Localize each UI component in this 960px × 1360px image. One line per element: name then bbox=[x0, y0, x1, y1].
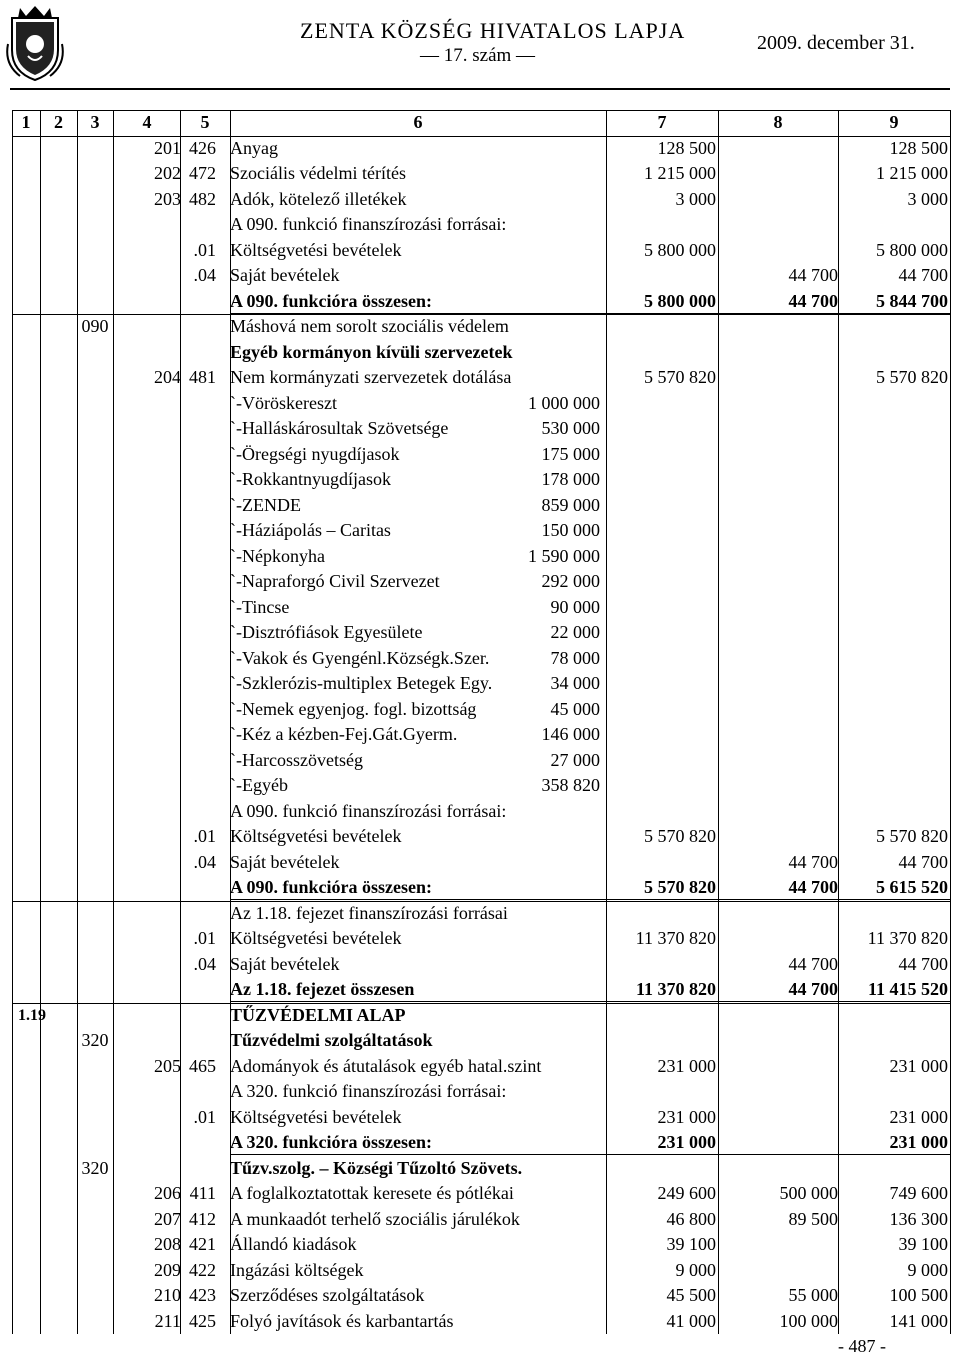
grid-line bbox=[12, 1003, 950, 1004]
table-row bbox=[12, 187, 950, 213]
header-rule bbox=[10, 88, 950, 90]
cell-amt: 530 000 bbox=[541, 418, 600, 438]
budget-table bbox=[12, 110, 950, 1334]
cell-c6: `-Kéz a kézben-Fej.Gát.Gyerm. bbox=[230, 724, 458, 744]
grid-line bbox=[12, 110, 950, 111]
table-row bbox=[12, 289, 950, 315]
cell-c6: `-Rokkantnyugdíjasok bbox=[230, 469, 391, 489]
cell-c8: 44 700 bbox=[788, 877, 838, 897]
table-row bbox=[12, 1028, 950, 1054]
cell-amt: 90 000 bbox=[550, 596, 600, 617]
cell-c3: 320 bbox=[81, 1157, 109, 1178]
cell-c4: 203 bbox=[154, 188, 181, 209]
cell-c5: .01 bbox=[193, 928, 216, 948]
column-header: 8 bbox=[773, 112, 783, 132]
cell-c9: 11 370 820 bbox=[867, 928, 948, 948]
table-row bbox=[12, 850, 950, 876]
cell-c5: 421 bbox=[189, 1234, 216, 1254]
cell-c5: .01 bbox=[193, 1106, 216, 1127]
table-row bbox=[12, 1181, 950, 1207]
cell-c7: 11 370 820 bbox=[635, 979, 716, 999]
cell-c5: 426 bbox=[189, 137, 216, 158]
cell-c6: `-Népkonyha bbox=[230, 545, 325, 566]
cell-c3: 320 bbox=[81, 1030, 109, 1050]
cell-c9: 5 570 820 bbox=[876, 367, 948, 387]
cell-c6: Adók, kötelező illetékek bbox=[230, 188, 407, 209]
table-row bbox=[12, 875, 950, 901]
cell-c1: 1.19 bbox=[18, 1006, 46, 1024]
grid-line bbox=[838, 110, 839, 1334]
cell-c6: Folyó javítások és karbantartás bbox=[230, 1310, 454, 1331]
table-row bbox=[12, 1258, 950, 1284]
page-number: - 487 - bbox=[838, 1336, 886, 1356]
cell-c6: `-Vöröskereszt bbox=[230, 392, 337, 413]
cell-c9: 39 100 bbox=[898, 1234, 948, 1254]
cell-c9: 231 000 bbox=[889, 1106, 948, 1127]
cell-c5: 422 bbox=[189, 1259, 216, 1280]
cell-c9: 3 000 bbox=[907, 188, 948, 209]
cell-c6: A 090. funkció finanszírozási forrásai: bbox=[230, 800, 507, 821]
cell-c5: 472 bbox=[189, 163, 216, 183]
cell-c7: 45 500 bbox=[666, 1285, 716, 1305]
table-row bbox=[12, 1283, 950, 1309]
cell-c6: A munkaadót terhelő szociális járulékok bbox=[230, 1208, 520, 1229]
cell-c8: 44 700 bbox=[788, 851, 838, 872]
table-row bbox=[12, 1105, 950, 1131]
table-row bbox=[12, 799, 950, 825]
cell-c7: 46 800 bbox=[666, 1208, 716, 1229]
cell-amt: 22 000 bbox=[550, 622, 600, 642]
cell-c5: .04 bbox=[193, 953, 216, 974]
cell-c6: `-Szklerózis-multiplex Betegek Egy. bbox=[230, 673, 493, 693]
cell-c6: `-Egyéb bbox=[230, 775, 288, 795]
cell-c7: 231 000 bbox=[657, 1055, 716, 1076]
cell-amt: 78 000 bbox=[550, 647, 600, 668]
cell-c6: `-Öregségi nyugdíjasok bbox=[230, 443, 400, 464]
cell-c5: 425 bbox=[189, 1310, 216, 1331]
cell-c6: Az 1.18. fejezet finanszírozási forrásai bbox=[230, 902, 508, 923]
cell-c8: 44 700 bbox=[788, 290, 838, 311]
cell-c6: Állandó kiadások bbox=[230, 1234, 357, 1254]
cell-c9: 128 500 bbox=[889, 137, 948, 158]
cell-c7: 11 370 820 bbox=[635, 928, 716, 948]
table-row bbox=[12, 340, 950, 366]
cell-c6: Saját bevételek bbox=[230, 265, 340, 285]
cell-c3: 090 bbox=[81, 316, 109, 336]
table-row bbox=[12, 952, 950, 978]
cell-c7: 41 000 bbox=[666, 1310, 716, 1331]
cell-c4: 210 bbox=[154, 1285, 181, 1305]
cell-c5: 481 bbox=[189, 367, 216, 387]
column-header: 7 bbox=[657, 112, 667, 132]
cell-amt: 178 000 bbox=[541, 469, 600, 489]
table-row bbox=[12, 1130, 950, 1156]
cell-c7: 3 000 bbox=[675, 188, 716, 209]
cell-c7: 5 800 000 bbox=[644, 290, 716, 311]
cell-c6: Adományok és átutalások egyéb hatal.szint bbox=[230, 1055, 542, 1076]
cell-amt: 146 000 bbox=[541, 724, 600, 744]
cell-c7: 9 000 bbox=[675, 1259, 716, 1280]
table-row bbox=[12, 1156, 950, 1182]
grid-line bbox=[718, 110, 719, 1334]
cell-c5: .04 bbox=[193, 265, 216, 285]
cell-c8: 44 700 bbox=[788, 979, 838, 999]
table-row bbox=[12, 1054, 950, 1080]
cell-amt: 859 000 bbox=[541, 494, 600, 515]
cell-c9: 44 700 bbox=[898, 265, 948, 285]
table-row bbox=[12, 697, 950, 723]
table-row bbox=[12, 1207, 950, 1233]
column-header: 6 bbox=[413, 112, 423, 132]
cell-c9: 5 570 820 bbox=[876, 826, 948, 846]
issue-number: — 17. szám — bbox=[420, 45, 536, 66]
cell-c6: Költségvetési bevételek bbox=[230, 826, 402, 846]
cell-c5: .04 bbox=[193, 851, 216, 872]
cell-c6: A 090. funkcióra összesen: bbox=[230, 877, 432, 897]
column-header: 2 bbox=[54, 112, 63, 132]
cell-c4: 209 bbox=[154, 1259, 181, 1280]
cell-c6: `-ZENDE bbox=[230, 494, 301, 515]
table-row bbox=[12, 314, 950, 340]
cell-c6: Nem kormányzati szervezetek dotálása bbox=[230, 367, 512, 387]
cell-c8: 89 500 bbox=[788, 1208, 838, 1229]
cell-c6: Egyéb kormányon kívüli szervezetek bbox=[230, 341, 513, 362]
table-row bbox=[12, 493, 950, 519]
cell-c5: 465 bbox=[189, 1055, 216, 1076]
cell-amt: 1 590 000 bbox=[528, 545, 600, 566]
cell-c6: Saját bevételek bbox=[230, 851, 340, 872]
cell-c7: 231 000 bbox=[657, 1132, 716, 1152]
table-row bbox=[12, 365, 950, 391]
cell-c9: 44 700 bbox=[898, 851, 948, 872]
cell-c7: 5 570 820 bbox=[644, 877, 716, 897]
cell-c4: 208 bbox=[154, 1234, 181, 1254]
cell-c7: 231 000 bbox=[657, 1106, 716, 1127]
cell-c6: Tűzvédelmi szolgáltatások bbox=[230, 1030, 433, 1050]
table-row bbox=[12, 161, 950, 187]
cell-c9: 231 000 bbox=[889, 1132, 948, 1152]
table-row bbox=[12, 773, 950, 799]
cell-c6: Költségvetési bevételek bbox=[230, 239, 402, 260]
cell-c4: 211 bbox=[154, 1310, 181, 1331]
publication-title: ZENTA KÖZSÉG HIVATALOS LAPJA bbox=[300, 18, 686, 43]
table-row bbox=[12, 1003, 950, 1029]
grid-line bbox=[12, 110, 13, 1334]
grid-line bbox=[606, 110, 607, 1334]
cell-c6: `-Vakok és Gyengénl.Községk.Szer. bbox=[230, 647, 490, 668]
page-header bbox=[0, 0, 960, 96]
column-header: 9 bbox=[889, 112, 899, 132]
cell-c6: `-Háziápolás – Caritas bbox=[230, 520, 391, 540]
cell-c7: 5 570 820 bbox=[644, 826, 716, 846]
table-row bbox=[12, 595, 950, 621]
column-header: 5 bbox=[200, 112, 210, 132]
table-row bbox=[12, 901, 950, 927]
table-row bbox=[12, 926, 950, 952]
cell-c6: Tűzv.szolg. – Községi Tűzoltó Szövets. bbox=[230, 1157, 523, 1178]
cell-c5: .01 bbox=[193, 826, 216, 846]
cell-c6: Ingázási költségek bbox=[230, 1259, 364, 1280]
cell-c4: 206 bbox=[154, 1183, 181, 1203]
cell-amt: 45 000 bbox=[550, 698, 600, 719]
cell-c6: `-Harcosszövetség bbox=[230, 749, 363, 770]
cell-c5: .01 bbox=[193, 239, 216, 260]
cell-c9: 5 800 000 bbox=[876, 239, 948, 260]
cell-c9: 44 700 bbox=[898, 953, 948, 974]
table-row bbox=[12, 263, 950, 289]
cell-c7: 5 570 820 bbox=[644, 367, 716, 387]
table-row bbox=[12, 416, 950, 442]
table-row bbox=[12, 824, 950, 850]
cell-c6: A 320. funkcióra összesen: bbox=[230, 1132, 432, 1152]
column-header: 4 bbox=[142, 112, 152, 132]
table-row bbox=[12, 136, 950, 162]
cell-c9: 141 000 bbox=[889, 1310, 948, 1331]
column-header: 3 bbox=[90, 112, 100, 132]
grid-line bbox=[77, 110, 78, 1334]
cell-c8: 44 700 bbox=[788, 265, 838, 285]
cell-c6: `-Disztrófiások Egyesülete bbox=[230, 622, 423, 642]
cell-c9: 100 500 bbox=[889, 1285, 948, 1305]
cell-c4: 205 bbox=[154, 1055, 181, 1076]
table-row bbox=[12, 977, 950, 1003]
grid-line bbox=[12, 136, 950, 137]
table-row bbox=[12, 671, 950, 697]
cell-c6: Szerződéses szolgáltatások bbox=[230, 1285, 425, 1305]
cell-c6: A 090. funkció finanszírozási forrásai: bbox=[230, 214, 507, 234]
cell-c8: 55 000 bbox=[788, 1285, 838, 1305]
cell-c5: 412 bbox=[189, 1208, 216, 1229]
cell-c7: 249 600 bbox=[657, 1183, 716, 1203]
table-row bbox=[12, 467, 950, 493]
cell-amt: 27 000 bbox=[550, 749, 600, 770]
grid-line bbox=[40, 110, 41, 1334]
cell-c8: 500 000 bbox=[779, 1183, 838, 1203]
table-row bbox=[12, 212, 950, 238]
cell-c9: 5 844 700 bbox=[876, 290, 948, 311]
cell-c6: Költségvetési bevételek bbox=[230, 1106, 402, 1127]
cell-c9: 136 300 bbox=[889, 1208, 948, 1229]
cell-amt: 150 000 bbox=[541, 520, 600, 540]
cell-c6: `-Napraforgó Civil Szervezet bbox=[230, 571, 440, 591]
cell-c7: 5 800 000 bbox=[644, 239, 716, 260]
cell-c6: `-Halláskárosultak Szövetsége bbox=[230, 418, 449, 438]
cell-c8: 44 700 bbox=[788, 953, 838, 974]
cell-c4: 201 bbox=[154, 137, 181, 158]
cell-c6: `-Tincse bbox=[230, 596, 290, 617]
cell-c8: 100 000 bbox=[779, 1310, 838, 1331]
cell-c6: Anyag bbox=[230, 137, 278, 158]
table-row bbox=[12, 391, 950, 417]
cell-amt: 1 000 000 bbox=[528, 392, 600, 413]
cell-c6: TŰZVÉDELMI ALAP bbox=[230, 1004, 406, 1025]
table-row bbox=[12, 569, 950, 595]
table-row bbox=[12, 722, 950, 748]
table-row bbox=[12, 748, 950, 774]
cell-c4: 204 bbox=[154, 367, 181, 387]
table-row bbox=[12, 238, 950, 264]
grid-line bbox=[230, 110, 231, 1334]
cell-amt: 292 000 bbox=[541, 571, 600, 591]
cell-c9: 1 215 000 bbox=[876, 163, 948, 183]
cell-c7: 39 100 bbox=[666, 1234, 716, 1254]
table-header-row bbox=[12, 110, 950, 136]
grid-line bbox=[12, 314, 950, 315]
cell-c6: `-Nemek egyenjog. fogl. bizottság bbox=[230, 698, 477, 719]
cell-c6: Saját bevételek bbox=[230, 953, 340, 974]
cell-c6: A 090. funkcióra összesen: bbox=[230, 290, 432, 311]
cell-c6: A 320. funkció finanszírozási forrásai: bbox=[230, 1081, 507, 1101]
cell-c4: 207 bbox=[154, 1208, 181, 1229]
grid-line bbox=[180, 110, 181, 1334]
cell-amt: 175 000 bbox=[541, 443, 600, 464]
table-row bbox=[12, 1232, 950, 1258]
cell-c4: 202 bbox=[154, 163, 181, 183]
table-row bbox=[12, 518, 950, 544]
cell-c9: 231 000 bbox=[889, 1055, 948, 1076]
table-row bbox=[12, 544, 950, 570]
table-row bbox=[12, 1079, 950, 1105]
cell-amt: 358 820 bbox=[541, 775, 600, 795]
cell-c5: 411 bbox=[189, 1183, 216, 1203]
cell-c6: Az 1.18. fejezet összesen bbox=[230, 979, 415, 999]
grid-line bbox=[12, 901, 950, 902]
coat-of-arms-icon bbox=[6, 4, 64, 82]
table-row bbox=[12, 1309, 950, 1335]
grid-line bbox=[113, 110, 114, 1334]
cell-c7: 1 215 000 bbox=[644, 163, 716, 183]
cell-c9: 5 615 520 bbox=[876, 877, 948, 897]
cell-c6: Szociális védelmi térítés bbox=[230, 163, 406, 183]
cell-c7: 128 500 bbox=[657, 137, 716, 158]
table-row bbox=[12, 442, 950, 468]
cell-c5: 423 bbox=[189, 1285, 216, 1305]
table-row bbox=[12, 646, 950, 672]
publication-date: 2009. december 31. bbox=[757, 32, 915, 54]
cell-c6: Máshová nem sorolt szociális védelem bbox=[230, 316, 509, 336]
cell-c5: 482 bbox=[189, 188, 216, 209]
cell-c6: A foglalkoztatottak keresete és pótlékai bbox=[230, 1183, 514, 1203]
cell-c9: 749 600 bbox=[889, 1183, 948, 1203]
column-header: 1 bbox=[21, 112, 31, 132]
table-row bbox=[12, 620, 950, 646]
cell-c6: Költségvetési bevételek bbox=[230, 928, 402, 948]
cell-c9: 9 000 bbox=[907, 1259, 948, 1280]
cell-amt: 34 000 bbox=[550, 673, 600, 693]
grid-line bbox=[950, 110, 951, 1334]
cell-c9: 11 415 520 bbox=[867, 979, 948, 999]
